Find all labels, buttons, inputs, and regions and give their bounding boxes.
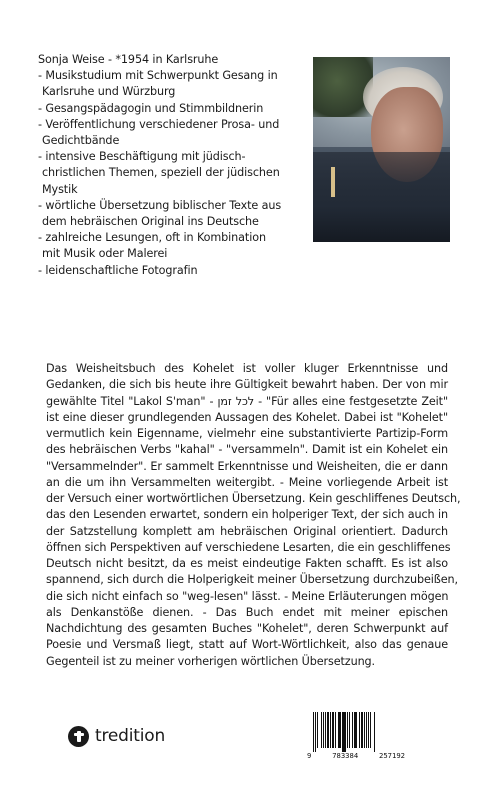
bio-line: Sonja Weise - *1954 in Karlsruhe (38, 53, 219, 66)
description-line: Nachdichtung des gesamten Buches "Kohelet", deren Schwerpunkt auf (46, 622, 448, 635)
description-line: als Denkanstöße dienen. - Das Buch endet mit meiner epischen (46, 605, 448, 619)
description-line: gewählte Titel "Lakol S'man" - לכל זמן - "Für alles eine festgesetzte Zeit" (46, 394, 449, 408)
publisher-name: tredition (95, 726, 166, 746)
description-line: die sich nicht einfach so "weg-lesen" lässt. - Meine Erläuterungen mögen (46, 589, 449, 603)
description-line: an die um ihn Versammelten weitergibt. - Meine vorliegende Arbeit ist (46, 475, 448, 489)
barcode-digit-prefix: 9 (307, 751, 312, 760)
bio-line: - Veröffentlichung verschiedener Prosa- und (38, 117, 280, 131)
barcode-digit-group-2: 257192 (379, 751, 405, 760)
barcode-digit-group-1: 783384 (332, 751, 359, 760)
description-line: Das Weisheitsbuch des Kohelet ist voller kluger Erkenntnisse und (46, 362, 448, 375)
description-line: öffnen sich Perspektiven auf verschiedene Lesarten, die ein geschliffenes (46, 540, 451, 554)
bio-line: - intensive Beschäftigung mit jüdisch- (38, 150, 246, 164)
description-line: der Satzstellung komplett am hebräischen Original orientiert. Dadurch (46, 524, 448, 538)
bio-line: mit Musik oder Malerei (42, 247, 168, 261)
bio-line: - wörtliche Übersetzung biblischer Texte aus (38, 198, 282, 212)
description-line: spannend, sich durch die Holperigkeit meiner Übersetzung durchzubeißen, (46, 573, 458, 587)
bio-line: christlichen Themen, speziell der jüdischen (42, 166, 280, 180)
bio-line: Gedichtbände (42, 134, 120, 148)
bio-line: - Musikstudium mit Schwerpunkt Gesang in (38, 69, 278, 83)
tredition-logo-icon (68, 726, 89, 747)
author-photo (313, 57, 450, 242)
description-line: der Versuch einer wortwörtlichen Übersetzung. Kein geschliffenes Deutsch, (46, 492, 461, 505)
description-line: Poesie und Versmaß liegt, statt auf Wort-Wörtlichkeit, also das genaue (46, 638, 448, 652)
bio-line: - Gesangspädagogin und Stimmbildnerin (38, 101, 264, 115)
publisher-logo (68, 725, 165, 747)
bio-line: Karlsruhe und Würzburg (42, 85, 176, 99)
description-line: "Versammelnder". Er sammelt Erkenntnisse und Weisheiten, die er dann (46, 459, 448, 473)
bio-line: dem hebräischen Original ins Deutsche (42, 215, 259, 229)
description-line: ist eine dieser grundlegenden Aussagen des Kohelet. Dabei ist "Kohelet" (46, 410, 448, 424)
description-line: Gegenteil ist zu meiner vorherigen wörtlichen Übersetzung. (46, 654, 376, 668)
bio-line: Mystik (42, 182, 78, 196)
barcode-bars (313, 712, 405, 748)
description-line: das den Lesenden erwartet, sondern ein holperiger Text, der sich auch in (46, 508, 448, 522)
description-line: des hebräischen Verbs "kahal" - "versammeln". Damit ist ein Kohelet ein (46, 443, 448, 457)
description-line: vermutlich kein Eigenname, vielmehr eine substantivierte Partizip-Form (46, 427, 448, 440)
bio-line: - zahlreiche Lesungen, oft in Kombination (38, 231, 266, 245)
description-line: Deutsch nicht besitzt, da es meist eindeutige Fakten schafft. Es ist also (46, 557, 448, 570)
author-bio (38, 52, 300, 279)
barcode-bar (375, 712, 376, 752)
book-description (46, 361, 461, 670)
isbn-barcode (307, 712, 405, 762)
bio-line: - leidenschaftliche Fotografin (38, 263, 198, 277)
barcode-digits (307, 751, 405, 760)
description-line: Gedanken, die sich bis heute ihre Gültigkeit bewahrt haben. Der von mir (46, 378, 448, 392)
